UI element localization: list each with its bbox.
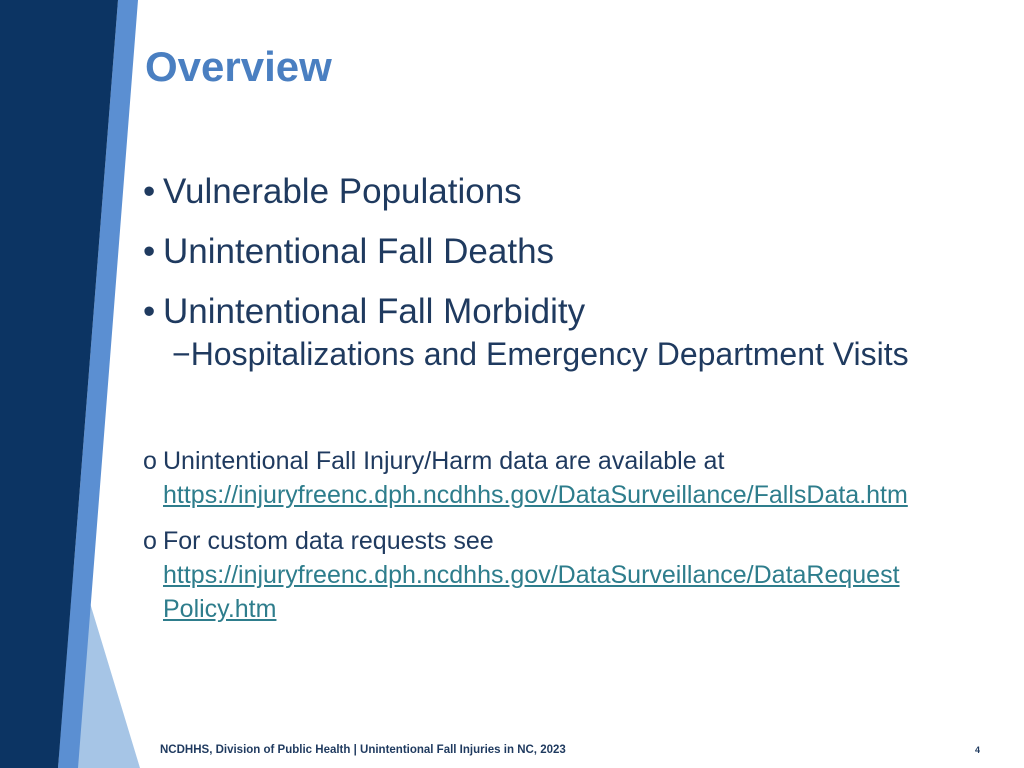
bullet-item [143,222,585,282]
bullet-text: Unintentional Fall Deaths [163,232,555,271]
bullet-marker: • [143,232,156,271]
bullet-item [143,162,585,222]
custom-request-note [143,524,900,626]
data-availability-note [143,444,908,512]
note-marker: o [143,527,157,555]
slide-footer: NCDHHS, Division of Public Health | Unintentional Fall Injuries in NC, 2023 [160,744,566,756]
bullet-text: Unintentional Fall Morbidity [163,292,586,331]
sub-bullet-marker: − [172,336,191,372]
bullet-marker: • [143,172,156,211]
note-text: For custom data requests see [163,527,494,555]
falls-data-link[interactable]: https://injuryfreenc.dph.ncdhhs.gov/DataSurveillance/FallsData.htm [163,481,908,509]
slide-title: Overview [145,43,332,90]
data-request-policy-link-continued[interactable]: Policy.htm [163,595,277,623]
sub-bullet [172,334,909,374]
note-marker: o [143,447,157,475]
bullet-item [143,282,585,342]
bullet-list [143,162,585,342]
bullet-marker: • [143,292,156,331]
data-request-policy-link[interactable]: https://injuryfreenc.dph.ncdhhs.gov/DataSurveillance/DataRequest [163,561,900,589]
sub-bullet-text: Hospitalizations and Emergency Department Visits [190,336,909,372]
bullet-text: Vulnerable Populations [163,172,522,211]
page-number: 4 [975,745,981,755]
left-decorative-band [0,0,140,768]
note-text: Unintentional Fall Injury/Harm data are available at [163,447,725,475]
